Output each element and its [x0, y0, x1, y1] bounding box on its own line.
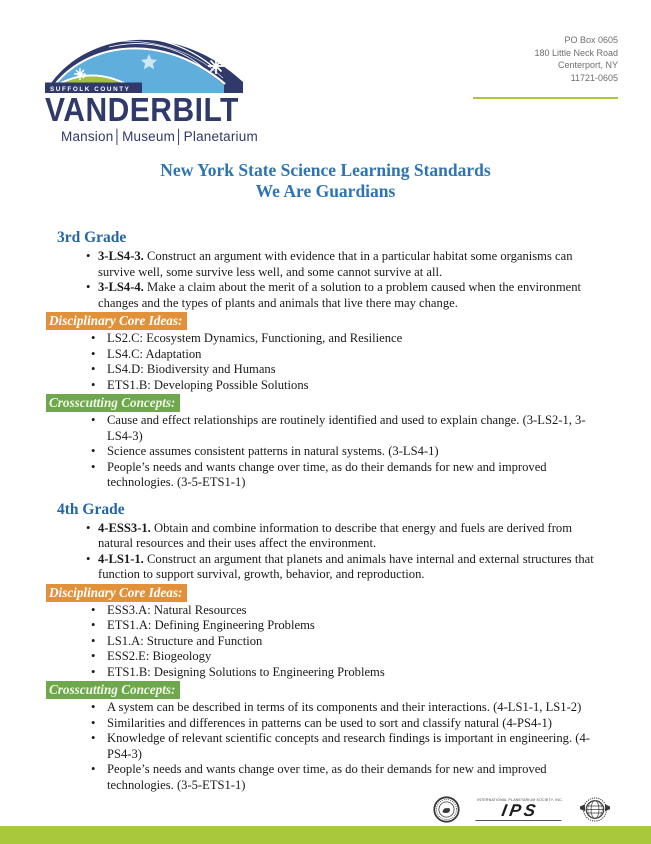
ips-wordmark: IPS: [475, 802, 564, 821]
standard-item: [57, 521, 595, 552]
vanderbilt-logo: [45, 30, 258, 144]
dci-item: • ETS1.B: Developing Possible Solutions: [57, 378, 595, 394]
standards-list: [57, 249, 595, 311]
dci-item: • ETS1.A: Defining Engineering Problems: [57, 618, 595, 634]
cc-heading-row: [49, 681, 595, 699]
standard-text: Construct an argument that planets and animals have internal and external structures that function to support survival, growth, behavior, and reproduction.: [98, 551, 594, 581]
footer-accent-bar: [0, 826, 651, 844]
suffolk-county-label: SUFFOLK COUNTY: [50, 85, 131, 93]
cc-list: [57, 413, 595, 491]
address-line: 11721-0605: [570, 72, 618, 83]
address-block: [473, 30, 618, 99]
logo-tagline: Mansion│Museum│Planetarium: [61, 129, 258, 144]
standards-list: [57, 521, 595, 583]
standard-code: 3-LS4-4.: [98, 280, 144, 294]
cc-item: • Similarities and differences in patterns can be used to sort and classify natural (4-PS4-1): [57, 716, 595, 732]
dci-item: • LS4.C: Adaptation: [57, 347, 595, 363]
grade-heading: 3rd Grade: [57, 229, 127, 246]
address-line: 180 Little Neck Road: [534, 47, 618, 58]
dci-list: [57, 331, 595, 393]
cc-item: • Knowledge of relevant scientific concepts and research findings is important in engineering. (4-PS4-3): [57, 731, 595, 762]
standard-item: [57, 249, 595, 280]
cc-item: • People’s needs and wants change over time, as do their demands for new and improved technologies. (3-5-ETS1-1): [57, 460, 595, 491]
grade-heading: 4th Grade: [57, 500, 125, 518]
address-divider: [473, 97, 618, 99]
title-line-1: New York State Science Learning Standards: [160, 160, 491, 180]
cc-item: • People’s needs and wants change over time, as do their demands for new and improved technologies. (3-5-ETS1-1): [57, 762, 595, 793]
cc-item: • Cause and effect relationships are routinely identified and used to explain change. (3-LS2-1, 3-LS4-3): [57, 413, 595, 444]
standard-item: [57, 552, 595, 583]
standard-code: 4-LS1-1.: [98, 551, 144, 566]
standard-code: 4-ESS3-1.: [98, 520, 151, 535]
standards-content: [49, 229, 595, 793]
dci-heading-row: [49, 584, 595, 602]
vanderbilt-logo-arcs-icon: [45, 30, 245, 94]
cc-item: • A system can be described in terms of its components and their interactions. (4-LS1-1, LS1-2): [57, 700, 595, 716]
dci-item: • LS2.C: Ecosystem Dynamics, Functioning, and Resilience: [57, 331, 595, 347]
dci-item: • LS1.A: Structure and Function: [57, 634, 595, 650]
logo-wordmark: VANDERBILT: [45, 92, 239, 129]
dci-item: • LS4.D: Biodiversity and Humans: [57, 362, 595, 378]
disciplinary-core-ideas-label: Disciplinary Core Ideas:: [46, 312, 187, 330]
footer-logos: [433, 796, 610, 823]
document-title: [0, 160, 651, 202]
dci-item: • ETS1.B: Designing Solutions to Engineering Problems: [57, 665, 595, 681]
dci-item: • ESS2.E: Biogeology: [57, 649, 595, 665]
standard-item: [57, 280, 595, 311]
dci-list: [57, 603, 595, 681]
title-line-2: We Are Guardians: [255, 181, 396, 201]
museum-seal-icon: [433, 796, 460, 823]
letterhead: [0, 0, 651, 144]
disciplinary-core-ideas-label: Disciplinary Core Ideas:: [46, 584, 187, 602]
cc-list: [57, 700, 595, 793]
address-line: Centerport, NY: [557, 60, 618, 70]
ips-caption: INTERNATIONAL PLANETARIUM SOCIETY, INC.: [477, 798, 563, 802]
standard-text: Obtain and combine information to describe that energy and fuels are derived from natural resources and their uses affect the environment.: [98, 520, 573, 550]
cc-heading-row: [49, 394, 595, 412]
dci-item: • ESS3.A: Natural Resources: [57, 603, 595, 619]
globe-seal-icon: [580, 796, 610, 823]
crosscutting-concepts-label: Crosscutting Concepts:: [46, 681, 180, 699]
cc-item: • Science assumes consistent patterns in natural systems. (3-LS4-1): [57, 444, 595, 460]
address-line: PO Box 0605: [564, 35, 618, 45]
standard-text: Make a claim about the merit of a solution to a problem caused when the environment changes and the types of plants and animals that live there may change.: [98, 280, 582, 310]
standard-text: Construct an argument with evidence that in a particular habitat some organisms can survive well, some survive less well, and some cannot survive at all.: [98, 249, 573, 279]
crosscutting-concepts-label: Crosscutting Concepts:: [46, 394, 180, 412]
standard-code: 3-LS4-3.: [98, 249, 144, 263]
ips-logo: [477, 798, 563, 821]
dci-heading-row: [49, 312, 595, 330]
